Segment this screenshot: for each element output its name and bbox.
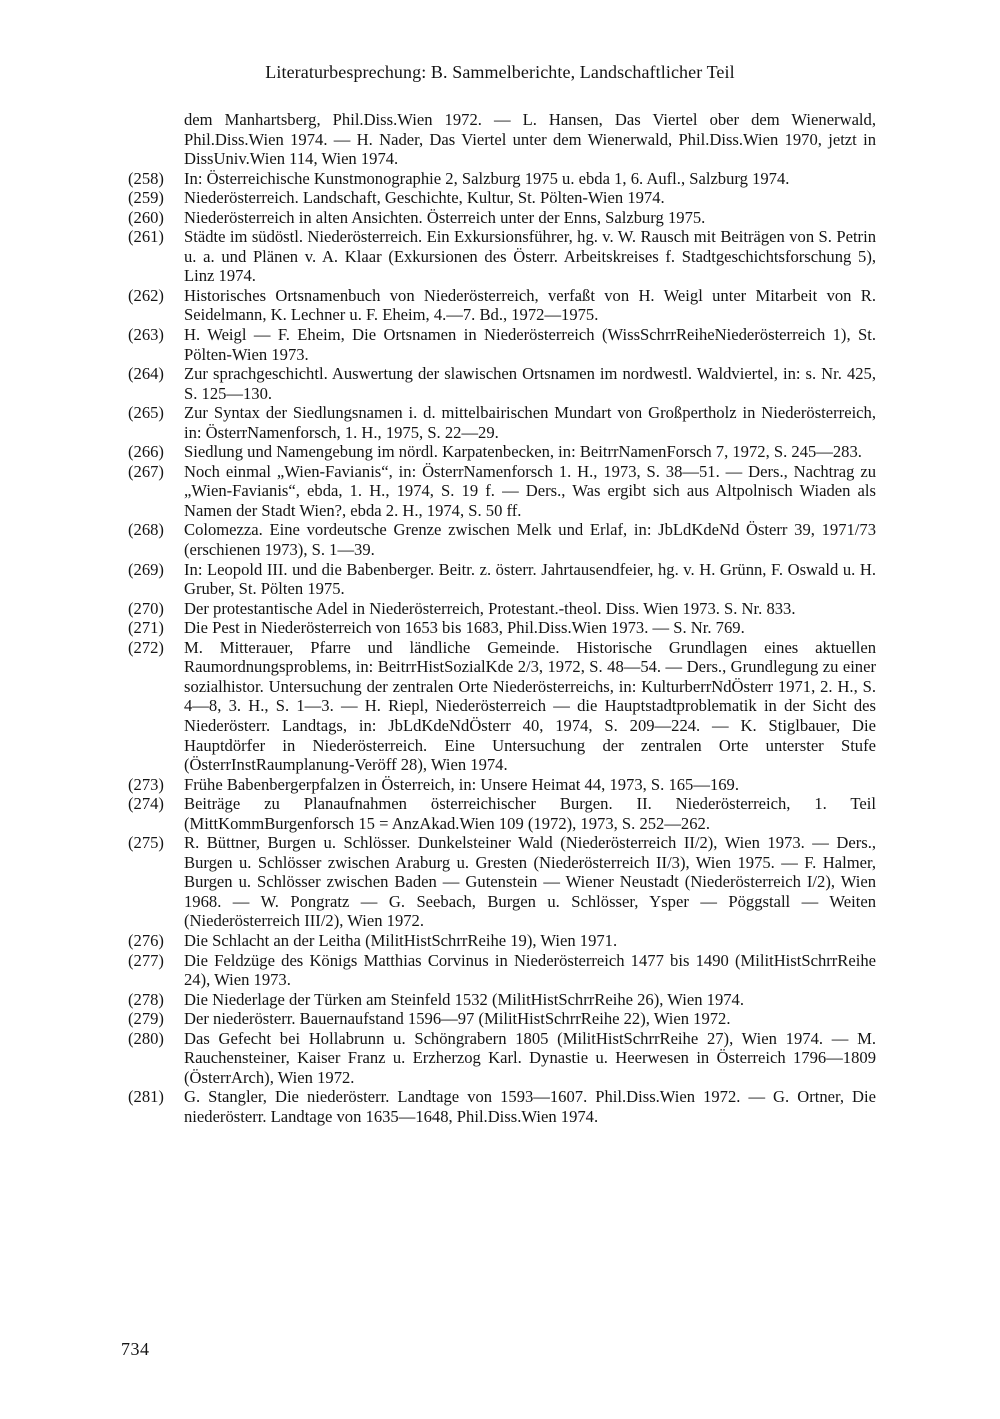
entry-text: Zur Syntax der Siedlungsnamen i. d. mittelbairischen Mundart von Großpertholz in Niederösterreich, in: ÖsterrNamenforsch, 1. H., 1975, S. 22—29. bbox=[184, 403, 876, 442]
entry-number: (273) bbox=[128, 774, 164, 794]
entry-number: (271) bbox=[128, 618, 164, 638]
bibliography-entry bbox=[128, 599, 876, 619]
entry-number: (267) bbox=[128, 461, 164, 481]
bibliography-entry bbox=[128, 833, 876, 931]
entry-number: (272) bbox=[128, 637, 164, 657]
bibliography-entry bbox=[128, 520, 876, 559]
bibliography-entry bbox=[128, 794, 876, 833]
entry-number: (268) bbox=[128, 520, 164, 540]
entry-number: (262) bbox=[128, 285, 164, 305]
entry-text: dem Manhartsberg, Phil.Diss.Wien 1972. — L. Hansen, Das Viertel ober dem Wienerwald, Phil.Diss.Wien 1974. — H. Nader, Das Viertel unter dem Wienerwald, Phil.Diss.Wien 1970, jetzt in DissUniv.Wien 114, Wien 1974. bbox=[184, 110, 876, 169]
entry-number: (274) bbox=[128, 794, 164, 814]
entry-text: Beiträge zu Planaufnahmen österreichischer Burgen. II. Niederösterreich, 1. Teil (MittKommBurgenforsch 15 = AnzAkad.Wien 109 (1972), 1973, S. 252—262. bbox=[184, 794, 876, 833]
entry-text: Colomezza. Eine vordeutsche Grenze zwischen Melk und Erlaf, in: JbLdKdeNd Österr 39, 1971/73 (erschienen 1973), S. 1—39. bbox=[184, 520, 876, 560]
bibliography-entry bbox=[128, 325, 876, 364]
entry-text: In: Leopold III. und die Babenberger. Beitr. z. österr. Jahrtausendfeier, hg. v. H. Grünn, F. Oswald u. H. Gruber, St. Pölten 1975. bbox=[184, 559, 876, 599]
entry-number: (276) bbox=[128, 930, 164, 950]
bibliography-entry bbox=[128, 462, 876, 521]
entry-text: H. Weigl — F. Eheim, Die Ortsnamen in Niederösterreich (WissSchrrReiheNiederösterreich 1), St. Pölten-Wien 1973. bbox=[184, 325, 876, 364]
entry-number: (279) bbox=[128, 1009, 164, 1029]
bibliography-entry bbox=[128, 227, 876, 286]
bibliography-entry bbox=[128, 169, 876, 189]
entry-number: (260) bbox=[128, 207, 164, 227]
bibliography-entry bbox=[128, 403, 876, 442]
bibliography-entry bbox=[128, 560, 876, 599]
entry-number: (281) bbox=[128, 1087, 164, 1107]
entry-text: Städte im südöstl. Niederösterreich. Ein Exkursionsführer, hg. v. W. Rausch mit Beiträgen von S. Petrin u. a. und Plänen v. A. Klaar (Exkursionen des Österr. Arbeitskreises f. Stadtgeschichtsforschung 5), Linz 1974. bbox=[184, 227, 876, 286]
bibliography-entry bbox=[128, 638, 876, 775]
bibliography-entry bbox=[128, 1009, 876, 1029]
running-head: Literaturbesprechung: B. Sammelberichte, Landschaftlicher Teil bbox=[265, 62, 735, 82]
bibliography-entry bbox=[128, 775, 876, 795]
entry-text: G. Stangler, Die niederösterr. Landtage von 1593—1607. Phil.Diss.Wien 1972. — G. Ortner, Die niederösterr. Landtage von 1635—1648, Phil.Diss.Wien 1974. bbox=[184, 1087, 876, 1126]
entry-text: Der niederösterr. Bauernaufstand 1596—97 (MilitHistSchrrReihe 22), Wien 1972. bbox=[184, 1009, 731, 1029]
entry-text: Noch einmal „Wien-Favianis“, in: ÖsterrNamenforsch 1. H., 1973, S. 38—51. — Ders., Nachtrag zu „Wien-Favianis“, ebda, 1. H., 1974, S. 19 f. — Ders., Was ergibt sich aus Altpolnisch Wiaden als Namen der Stadt Wien?, ebda 2. H., 1974, S. 50 ff. bbox=[184, 461, 876, 520]
entry-number: (259) bbox=[128, 188, 164, 208]
bibliography-entry bbox=[128, 188, 876, 208]
entry-number: (278) bbox=[128, 989, 164, 1009]
entry-text: R. Büttner, Burgen u. Schlösser. Dunkelsteiner Wald (Niederösterreich II/2), Wien 1973. — Ders., Burgen u. Schlösser zwischen Araburg u. Gresten (Niederösterreich II/3), Wien 1975. — F. Halmer, Burgen u. Schlösser zwischen Baden — Gutenstein — Wiener Neustadt (Niederösterreich I/2), Wien 1968. — W. Pongratz — G. Seebach, Burgen u. Schlösser, Ysper — Pöggstall — Weiten (Niederösterreich III/2), Wien 1972. bbox=[184, 833, 876, 931]
bibliography-entry bbox=[128, 990, 876, 1010]
entry-number: (280) bbox=[128, 1028, 164, 1048]
entry-text: Niederösterreich. Landschaft, Geschichte, Kultur, St. Pölten-Wien 1974. bbox=[184, 188, 665, 208]
entry-number: (258) bbox=[128, 168, 164, 188]
entry-number: (261) bbox=[128, 227, 164, 247]
bibliography-entry bbox=[128, 208, 876, 228]
bibliography-list bbox=[128, 110, 876, 1126]
entry-text: Siedlung und Namengebung im nördl. Karpatenbecken, in: BeitrrNamenForsch 7, 1972, S. 245—283. bbox=[184, 442, 862, 462]
entry-number: (270) bbox=[128, 598, 164, 618]
entry-number: (266) bbox=[128, 442, 164, 462]
entry-text: Frühe Babenbergerpfalzen in Österreich, in: Unsere Heimat 44, 1973, S. 165—169. bbox=[184, 774, 739, 794]
bibliography-entry bbox=[128, 286, 876, 325]
entry-number: (275) bbox=[128, 833, 164, 853]
entry-text: Die Pest in Niederösterreich von 1653 bis 1683, Phil.Diss.Wien 1973. — S. Nr. 769. bbox=[184, 618, 745, 638]
entry-text: Zur sprachgeschichtl. Auswertung der slawischen Ortsnamen im nordwestl. Waldviertel, in: s. Nr. 425, S. 125—130. bbox=[184, 364, 876, 403]
entry-text: Historisches Ortsnamenbuch von Niederösterreich, verfaßt von H. Weigl unter Mitarbeit von R. Seidelmann, K. Lechner u. F. Eheim, 4.—7. Bd., 1972—1975. bbox=[184, 285, 876, 325]
bibliography-entry bbox=[128, 618, 876, 638]
entry-text: Der protestantische Adel in Niederösterreich, Protestant.-theol. Diss. Wien 1973. S. Nr. 833. bbox=[184, 598, 796, 618]
entry-text: In: Österreichische Kunstmonographie 2, Salzburg 1975 u. ebda 1, 6. Aufl., Salzburg 1974. bbox=[184, 168, 790, 188]
entry-text: Die Feldzüge des Königs Matthias Corvinus in Niederösterreich 1477 bis 1490 (MilitHistSchrrReihe 24), Wien 1973. bbox=[184, 950, 876, 990]
bibliography-entry bbox=[128, 931, 876, 951]
bibliography-entry bbox=[128, 951, 876, 990]
entry-text: Niederösterreich in alten Ansichten. Österreich unter der Enns, Salzburg 1975. bbox=[184, 207, 706, 227]
entry-number: (265) bbox=[128, 403, 164, 423]
bibliography-entry bbox=[128, 364, 876, 403]
bibliography-entry bbox=[128, 110, 876, 169]
entry-number: (264) bbox=[128, 364, 164, 384]
entry-text: M. Mitterauer, Pfarre und ländliche Gemeinde. Historische Grundlagen eines aktuellen Raumordnungsproblems, in: BeitrrHistSozialKde 2/3, 1972, S. 48—54. — Ders., Grundlegung zu einer sozialhistor. Untersuchung der zentralen Orte Niederösterreichs, in: KulturberrNdÖsterr 1971, 2. H., S. 4—8, 3. H., S. 1—3. — H. Riepl, Niederösterreich — die Hauptstadtproblematik in der Sicht des Niederösterr. Landtags, in: JbLdKdeNdÖsterr 40, 1974, S. 209—224. — K. Stiglbauer, Die Hauptdörfer in Niederösterreich. Eine Untersuchung der zentralen Orte unterster Stufe (ÖsterrInstRaumplanung-Veröff 28), Wien 1974. bbox=[184, 637, 876, 775]
bibliography-entry bbox=[128, 1087, 876, 1126]
entry-text: Die Schlacht an der Leitha (MilitHistSchrrReihe 19), Wien 1971. bbox=[184, 930, 618, 950]
entry-text: Die Niederlage der Türken am Steinfeld 1532 (MilitHistSchrrReihe 26), Wien 1974. bbox=[184, 989, 745, 1009]
bibliography-entry bbox=[128, 442, 876, 462]
page-number: 734 bbox=[121, 1339, 150, 1359]
entry-number: (263) bbox=[128, 325, 164, 345]
entry-number: (269) bbox=[128, 559, 164, 579]
entry-number: (277) bbox=[128, 950, 164, 970]
entry-text: Das Gefecht bei Hollabrunn u. Schöngrabern 1805 (MilitHistSchrrReihe 27), Wien 1974. — M. Rauchensteiner, Kaiser Franz u. Erzherzog Karl. Dynastie u. Heerwesen in Österreich 1796—1809 (ÖsterrArch), Wien 1972. bbox=[184, 1028, 876, 1087]
bibliography-entry bbox=[128, 1029, 876, 1088]
